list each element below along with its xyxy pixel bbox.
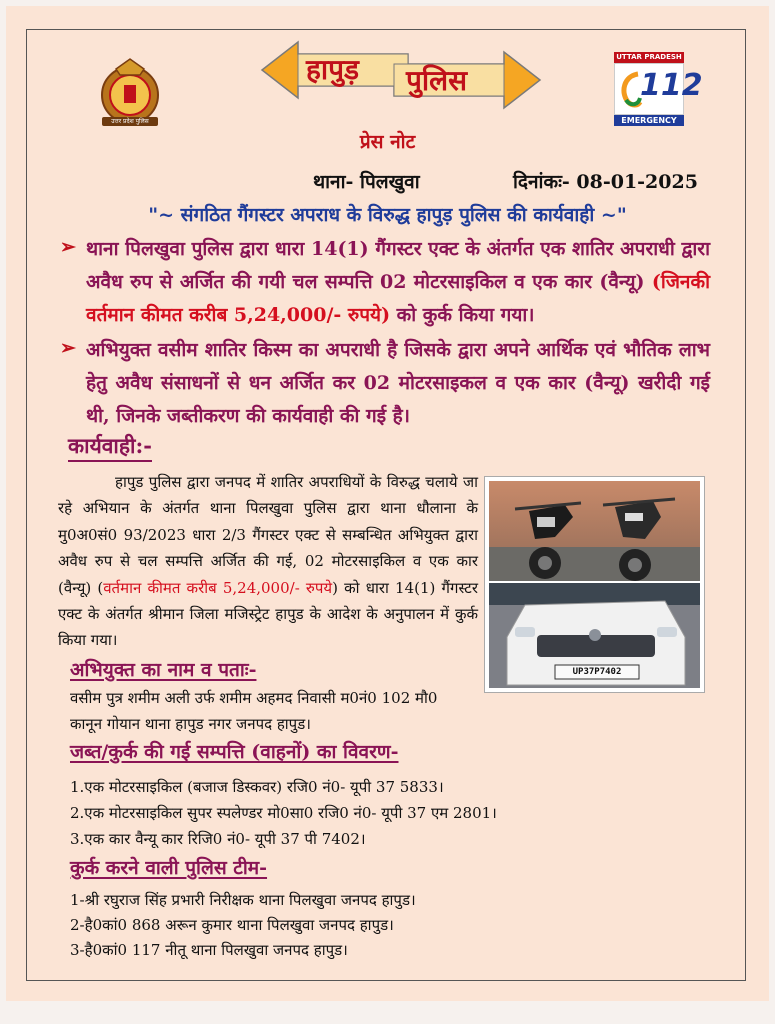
bullet-point-1: थाना पिलखुवा पुलिस द्वारा धारा 14(1) गैंगस्टर एक्ट के अंतर्गत एक शातिर अपराधी द्वारा अवैध रुप से अर्जित की गयी चल सम्पत्ति 02 मोटरसाइकिल व एक कार (वैन्यू) (जिनकी वर्तमान कीमत करीब 5,24,000/- रुपये) को कुर्क किया गया। (86, 238, 710, 326)
accused-address: वसीम पुत्र शमीम अली उर्फ शमीम अहमद निवासी म0नं0 102 मौ0 कानून गोयान थाना हापुड नगर जनपद हापुड। (70, 689, 438, 734)
bullet-point-2: अभियुक्त वसीम शातिर किस्म का अपराधी है जिसके द्वारा अपने आर्थिक एवं भौतिक लाभ हेतु अवैध संसाधनों से धन अर्जित कर 02 मोटरसाइकल व एक कार (वैन्यू) खरीदी गई थी, जिनके जब्तीकरण की कार्यवाही की गई है। (86, 339, 710, 427)
up-police-emblem (94, 55, 166, 127)
bullet-arrow-icon: ➢ (60, 236, 76, 258)
accused-heading: अभियुक्त का नाम व पताः- (70, 659, 257, 681)
up-112-emergency-logo (612, 52, 703, 128)
value-highlight: (जिनकी वर्तमान कीमत करीब 5,24,000/- रुपये) (86, 271, 710, 326)
property-heading: जब्त/कुर्क की गई सम्पत्ति (वाहनों) का विवरण- (70, 741, 399, 763)
logo-112-top: UTTAR PRADESH (614, 52, 684, 63)
logo-112-bottom: EMERGENCY (614, 115, 684, 126)
team-member: 1-श्री रघुराज सिंह प्रभारी निरीक्षक थाना पिलखुवा जनपद हापुड। (70, 891, 416, 909)
logo-112-number: 112 (640, 68, 703, 103)
property-item: 3.एक कार वैन्यू कार रिजि0 नं0- यूपी 37 पी 7402। (70, 830, 366, 848)
team-member: 2-है0कां0 868 अरून कुमार थाना पिलखुवा जनपद हापुड। (70, 916, 394, 934)
value-highlight: वर्तमान कीमत करीब 5,24,000/- रुपये (103, 578, 333, 597)
karyavahi-paragraph: हापुड पुलिस द्वारा जनपद में शातिर अपराधियों के विरुद्ध चलाये जा रहे अभियान के अंतर्गत थाना पिलखुवा पुलिस द्वारा थाना धौलाना के मु0अ0सं0 93/2023 धारा 2/3 गैंगस्टर एक्ट से सम्बन्धित अभियुक्त द्वारा अवैध रुप से चल सम्पत्ति अर्जित की गई, 02 मोटरसाइकिल व एक कार (वैन्यू) (वर्तमान कीमत करीब 5,24,000/- रुपये) को धारा 14(1) गैंगस्टर एक्ट के अंतर्गत श्रीमान जिला मजिस्ट्रेट हापुड के आदेश के अनुपालन में कुर्क किया गया। (58, 473, 478, 650)
seized-vehicles-photo (484, 476, 705, 693)
property-item: 1.एक मोटरसाइकिल (बजाज डिस्कवर) रजि0 नं0- यूपी 37 5833। (70, 778, 444, 796)
team-member: 3-है0कां0 117 नीतू थाना पिलखुवा जनपद हापुड। (70, 941, 348, 959)
press-note-title: प्रेस नोट (359, 131, 416, 153)
press-note-date: दिनांकः- 08-01-2025 (513, 171, 698, 193)
press-note-subtitle: "~ संगठित गैंगस्टर अपराध के विरुद्ध हापुड़ पुलिस की कार्यवाही ~" (148, 204, 627, 226)
hapur-police-banner (258, 40, 544, 110)
banner-police: पुलिस (406, 64, 468, 97)
emblem-caption: उत्तर प्रदेश पुलिस (111, 118, 149, 125)
karyavahi-heading: कार्यवाही:- (68, 432, 152, 462)
police-station: थाना- पिलखुवा (313, 171, 420, 193)
bullet-arrow-icon: ➢ (60, 337, 76, 359)
number-plate: UP37P7402 (572, 667, 622, 677)
property-item: 2.एक मोटरसाइकिल सुपर स्पलेण्डर मो0सा0 रजि0 नं0- यूपी 37 एम 2801। (70, 804, 497, 822)
banner-hapur: हापुड़ (306, 53, 360, 86)
team-heading: कुर्क करने वाली पुलिस टीम- (70, 857, 268, 879)
